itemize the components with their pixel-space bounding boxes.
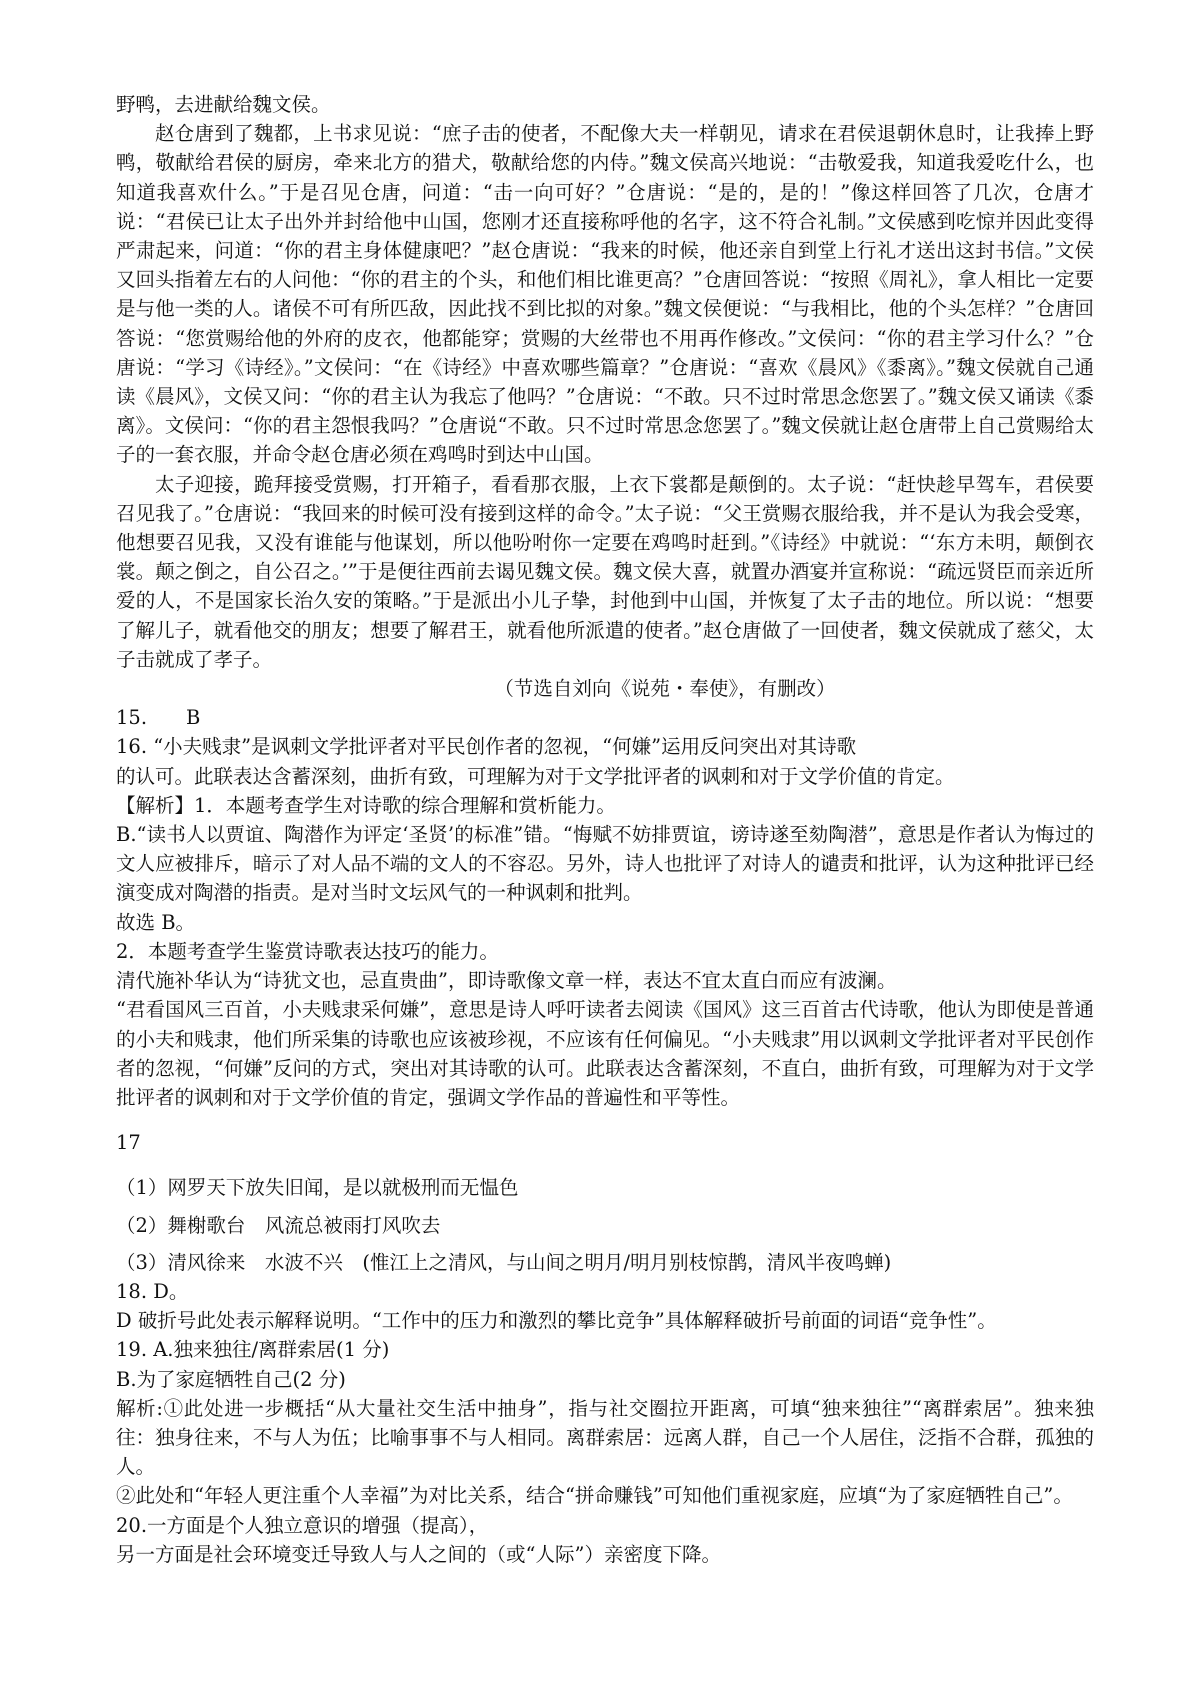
answer-16-line1: 16. “小夫贱隶”是讽刺文学批评者对平民创作者的忽视，“何嫌”运用反问突出对其诗歌: [116, 735, 857, 759]
answer-18: 18. D。: [116, 1279, 189, 1303]
analysis-2-heading: 2．本题考查学生鉴赏诗歌表达技巧的能力。: [116, 939, 499, 963]
analysis-heading: 【解析】1．本题考查学生对诗歌的综合理解和赏析能力。: [116, 793, 616, 817]
answer-20-line2: 另一方面是社会环境变迁导致人与人之间的（或“人际”）亲密度下降。: [116, 1542, 721, 1566]
answer-15: 15. B: [116, 706, 201, 730]
analysis-choice: 故选 B。: [116, 910, 196, 934]
analysis-2-point-b: “君看国风三百首，小夫贱隶采何嫌”，意思是诗人呼吁读者去阅读《国风》这三百首古代诗歌，他认为即使是普通的小夫和贱隶，他们所采集的诗歌也应该被珍视，不应该有任何偏见。“小夫贱隶”用以讽刺文学批评者对平民创作者的忽视，“何嫌”反问的方式，突出对其诗歌的认可。此联表达含蓄深刻，不直白，曲折有致，可理解为对于文学批评者的讽刺和对于文学价值的肯定，强调文学作品的普遍性和平等性。: [116, 998, 1094, 1109]
answer-18-explanation: D 破折号此处表示解释说明。“工作中的压力和激烈的攀比竞争”具体解释破折号前面的词语“竞争性”。: [116, 1309, 997, 1333]
passage-source: （节选自刘向《说苑・奉使》，有删改）: [494, 677, 836, 701]
answer-17-2: （2）舞榭歌台 风流总被雨打风吹去: [116, 1213, 441, 1237]
answer-19-explanation-2: ②此处和“年轻人更注重个人幸福”为对比关系，结合“拼命赚钱”可知他们重视家庭，应填“为了家庭牺牲自己”。: [116, 1484, 1073, 1508]
answer-17-number: 17: [116, 1131, 141, 1155]
answer-19-b: B.为了家庭牺牲自己(2 分): [116, 1367, 346, 1391]
passage-paragraph-1: 赵仓唐到了魏都，上书求见说：“庶子击的使者，不配像大夫一样朝见，请求在君侯退朝休息时，让我捧上野鸭，敬献给君侯的厨房，牵来北方的猎犬，敬献给您的内侍。”魏文侯高兴地说：“击敬爱我，知道我爱吃什么，也知道我喜欢什么。”于是召见仓唐，问道：“击一向可好？”仓唐说：“是的，是的！”像这样回答了几次，仓唐才说：“君侯已让太子出外并封给他中山国，您刚才还直接称呼他的名字，这不符合礼制。”文侯感到吃惊并因此变得严肃起来，问道：“你的君主身体健康吧？”赵仓唐说：“我来的时候，他还亲自到堂上行礼才送出这封书信。”文侯又回头指着左右的人问他：“你的君主的个头，和他们相比谁更高？”仓唐回答说：“按照《周礼》，拿人相比一定要是与他一类的人。诸侯不可有所匹敌，因此找不到比拟的对象。”魏文侯便说：“与我相比，他的个头怎样？”仓唐回答说：“您赏赐给他的外府的皮衣，他都能穿；赏赐的大丝带也不用再作修改。”文侯问：“你的君主学习什么？”仓唐说：“学习《诗经》。”文侯问：“在《诗经》中喜欢哪些篇章？”仓唐说：“喜欢《晨风》《黍离》。”魏文侯就自己通读《晨风》，文侯又问：“你的君主认为我忘了他吗？”仓唐说：“不敢。只不过时常思念您罢了。”魏文侯又诵读《黍离》。文侯问：“你的君主怨恨我吗？”仓唐说“不敢。只不过时常思念您罢了。”魏文侯就让赵仓唐带上自己赏赐给太子的一套衣服，并命令赵仓唐必须在鸡鸣时到达中山国。: [116, 122, 1094, 467]
analysis-option-b: B.“读书人以贾谊、陶潜作为评定‘圣贤’的标准”错。“悔赋不妨排贾谊，谤诗遂至劾陶潜”，意思是作者认为悔过的文人应被排斥，暗示了对人品不端的文人的不容忍。另外，诗人也批评了对诗人的谴责和批评，认为这种批评已经演变成对陶潜的指责。是对当时文坛风气的一种讽刺和批判。: [116, 823, 1094, 905]
answer-16-line2: 的认可。此联表达含蓄深刻，曲折有致，可理解为对于文学批评者的讽刺和对于文学价值的肯定。: [116, 764, 955, 788]
answer-19-a: 19. A.独来独往/离群索居(1 分): [116, 1338, 390, 1362]
answer-17-1: （1）网罗天下放失旧闻，是以就极刑而无愠色: [116, 1176, 519, 1200]
analysis-2-point-a: 清代施补华认为“诗犹文也，忌直贵曲”，即诗歌像文章一样，表达不宜太直白而应有波澜。: [116, 969, 897, 993]
document-page: [116, 90, 1094, 1569]
passage-paragraph-0: 野鸭，去进献给魏文侯。: [116, 93, 331, 116]
answer-20-line1: 20.一方面是个人独立意识的增强（提高），: [116, 1513, 489, 1537]
passage-paragraph-2: 太子迎接，跪拜接受赏赐，打开箱子，看看那衣服，上衣下裳都是颠倒的。太子说：“赶快趁早驾车，君侯要召见我了。”仓唐说：“我回来的时候可没有接到这样的命令。”太子说：“父王赏赐衣服给我，并不是认为我会受寒，他想要召见我，又没有谁能与他谋划，所以他吩咐你一定要在鸡鸣时赶到。”《诗经》中就说：“‘东方未明，颠倒衣裳。颠之倒之，自公召之。’”于是便往西前去谒见魏文侯。魏文侯大喜，就置办酒宴并宣称说：“疏远贤臣而亲近所爱的人，不是国家长治久安的策略。”于是派出小儿子挚，封他到中山国，并恢复了太子击的地位。所以说：“想要了解儿子，就看他交的朋友；想要了解君王，就看他所派遣的使者。”赵仓唐做了一回使者，魏文侯就成了慈父，太子击就成了孝子。: [116, 472, 1094, 671]
answer-17-3: （3）清风徐来 水波不兴 (惟江上之清风，与山间之明月/明月别枝惊鹊，清风半夜鸣蝉): [116, 1250, 892, 1274]
answer-19-explanation-1: 解析:①此处进一步概括“从大量社交生活中抽身”，指与社交圈拉开距离，可填“独来独往”“离群索居”。独来独往：独身往来，不与人为伍；比喻事事不与人相同。离群索居：远离人群，自己一个人居住，泛指不合群，孤独的人。: [116, 1396, 1094, 1479]
